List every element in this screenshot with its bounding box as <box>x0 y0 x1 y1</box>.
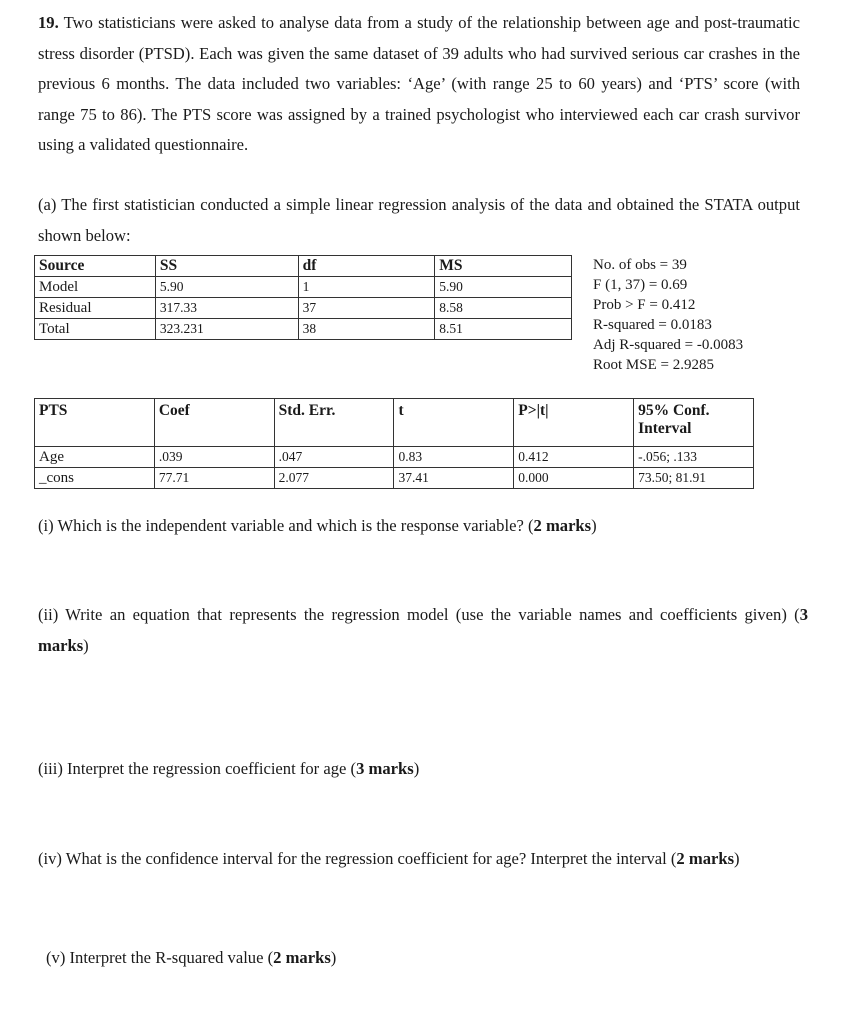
anova-cell: 37 <box>298 298 435 319</box>
coef-header-ci: 95% Conf. Interval <box>634 399 754 447</box>
coef-cell: 2.077 <box>274 468 394 489</box>
stat-obs: No. of obs = 39 <box>593 257 687 273</box>
anova-cell: 323.231 <box>155 319 298 340</box>
subquestion-text: (iv) What is the confidence interval for the regression coefficient for age? Interpret the interval ( <box>38 849 677 868</box>
anova-cell: Total <box>35 319 156 340</box>
subquestion-v <box>46 943 816 974</box>
coef-row-cons <box>35 468 754 489</box>
subquestion-ii <box>38 600 808 661</box>
question-intro-text: Two statisticians were asked to analyse data from a study of the relationship between age and post-traumatic stress disorder (PTSD). Each was given the same dataset of 39 adults who had survived serious car crashes in the previous 6 months. The data included two variables: ‘Age’ (with range 25 to 60 years) and ‘PTS’ score (with range 75 to 86). The PTS score was assigned by a trained psychologist who interviewed each car crash survivor using a validated questionnaire. <box>38 13 800 155</box>
anova-cell: 5.90 <box>155 277 298 298</box>
anova-header-source: Source <box>35 256 156 277</box>
anova-header-row <box>35 256 572 277</box>
coef-header-coef: Coef <box>154 399 274 447</box>
coefficient-table <box>34 398 754 489</box>
subquestion-close: ) <box>83 635 89 655</box>
anova-cell: 317.33 <box>155 298 298 319</box>
coef-header-p: P>|t| <box>514 399 634 447</box>
coef-cell: 0.412 <box>514 447 634 468</box>
anova-cell: 38 <box>298 319 435 340</box>
subquestion-iv <box>38 844 808 875</box>
coef-cell: .039 <box>154 447 274 468</box>
subquestion-close: ) <box>330 948 337 967</box>
anova-cell: 8.58 <box>435 298 572 319</box>
subquestion-text: (v) Interpret the R-squared value ( <box>46 948 274 967</box>
coef-row-age <box>35 447 754 468</box>
subquestion-text: (ii) Write an equation that represents the regression model (use the variable names and coefficients given) ( <box>38 605 800 624</box>
stat-prob-f: Prob > F = 0.412 <box>593 297 696 313</box>
anova-header-ms: MS <box>435 256 572 277</box>
subquestion-close: ) <box>734 849 740 868</box>
subquestion-i <box>38 511 808 542</box>
anova-row-model <box>35 277 572 298</box>
question-number: 19. <box>38 13 59 32</box>
coef-cell: 0.83 <box>394 447 514 468</box>
anova-cell: 1 <box>298 277 435 298</box>
regression-stats <box>593 255 793 375</box>
coef-cell: .047 <box>274 447 394 468</box>
coef-header-stderr: Std. Err. <box>274 399 394 447</box>
marks-label: 2 marks <box>676 849 735 868</box>
subquestion-iii <box>38 754 808 785</box>
anova-row-total <box>35 319 572 340</box>
coef-cell: 37.41 <box>394 468 514 489</box>
marks-label: 3 marks <box>356 759 414 778</box>
anova-cell: Residual <box>35 298 156 319</box>
anova-cell: 8.51 <box>435 319 572 340</box>
stat-root-mse: Root MSE = 2.9285 <box>593 357 714 373</box>
subquestion-text: (iii) Interpret the regression coefficient for age ( <box>38 759 357 778</box>
stat-r-squared: R-squared = 0.0183 <box>593 317 712 333</box>
coef-header-t: t <box>394 399 514 447</box>
coef-cell: 0.000 <box>514 468 634 489</box>
coef-header-row <box>35 399 754 447</box>
anova-cell: 5.90 <box>435 277 572 298</box>
marks-label: 2 marks <box>273 948 331 967</box>
anova-table <box>34 255 572 340</box>
question-intro <box>38 8 800 161</box>
part-a-prompt: (a) The first statistician conducted a simple linear regression analysis of the data and obtained the STATA output shown below: <box>38 195 800 245</box>
coef-cell: 73.50; 81.91 <box>634 468 754 489</box>
coef-cell: 77.71 <box>154 468 274 489</box>
subquestion-close: ) <box>413 759 420 778</box>
marks-label: 3 marks <box>38 605 808 655</box>
coef-cell: _cons <box>35 468 155 489</box>
subquestion-text: (i) Which is the independent variable and which is the response variable? ( <box>38 516 534 535</box>
coef-cell: Age <box>35 447 155 468</box>
coef-header-pts: PTS <box>35 399 155 447</box>
anova-row-residual <box>35 298 572 319</box>
anova-header-ss: SS <box>155 256 298 277</box>
coef-cell: -.056; .133 <box>634 447 754 468</box>
anova-header-df: df <box>298 256 435 277</box>
marks-label: 2 marks <box>533 516 592 535</box>
subquestion-close: ) <box>591 516 597 535</box>
anova-cell: Model <box>35 277 156 298</box>
stat-adj-r-squared: Adj R-squared = -0.0083 <box>593 337 744 353</box>
stat-f: F (1, 37) = 0.69 <box>593 277 688 293</box>
